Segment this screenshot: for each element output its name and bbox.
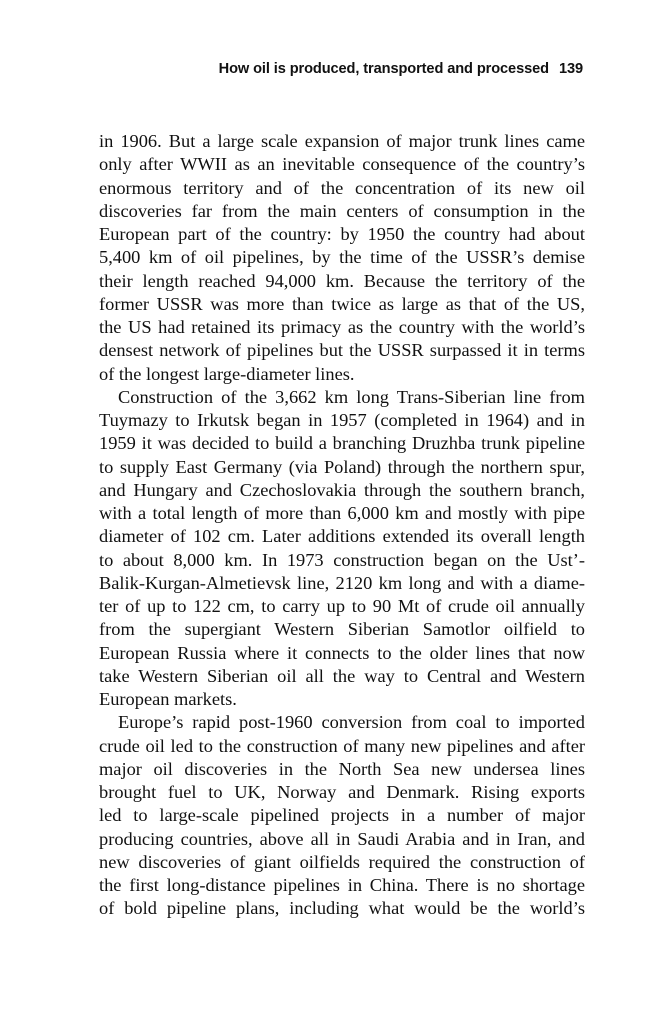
text-line: in 1906. But a large scale expansion of major trunk lines came: [99, 131, 585, 151]
text-line: Balik-Kurgan-Almetievsk line, 2120 km long and with a diame-: [99, 572, 585, 593]
text-line: 5,400 km of oil pipelines, by the time of the USSR’s demise: [99, 247, 585, 268]
text-line: European markets.: [99, 689, 237, 709]
text-line: Europe’s rapid post-1960 conversion from coal to imported: [118, 712, 585, 733]
text-line: of the longest large-diameter lines.: [99, 363, 355, 384]
text-line: and Hungary and Czechoslovakia through the southern branch,: [99, 479, 585, 500]
text-line: the US had retained its primacy as the country with the world’s: [99, 317, 585, 337]
running-title: How oil is produced, transported and processed: [218, 61, 549, 77]
page-number: 139: [558, 61, 583, 77]
text-line: Tuymazy to Irkutsk began in 1957 (completed in 1964) and in: [99, 410, 585, 430]
text-line: major oil discoveries in the North Sea new undersea lines: [99, 758, 585, 779]
text-line: led to large-scale pipelined projects in a number of major: [99, 805, 585, 826]
text-line: new discoveries of giant oilfields required the construction of: [99, 851, 585, 872]
text-line: ter of up to 122 cm, to carry up to 90 Mt of crude oil annually: [99, 596, 585, 616]
text-line: the first long-distance pipelines in China. There is no shortage: [99, 875, 585, 895]
text-line: densest network of pipelines but the USSR surpassed it in terms: [99, 340, 585, 361]
paragraph: [99, 386, 585, 712]
text-line: of bold pipeline plans, including what would be the world’s: [99, 898, 585, 919]
text-line: to supply East Germany (via Poland) through the northern spur,: [99, 456, 585, 477]
text-line: discoveries far from the main centers of consumption in the: [99, 200, 585, 221]
text-line: with a total length of more than 6,000 km and mostly with pipe: [99, 503, 585, 523]
text-line: their length reached 94,000 km. Because the territory of the: [99, 270, 585, 291]
body-text: [99, 130, 585, 921]
text-line: diameter of 102 cm. Later additions extended its overall length: [99, 526, 585, 547]
paragraph: [99, 711, 585, 920]
text-line: former USSR was more than twice as large as that of the US,: [99, 293, 585, 314]
text-line: European part of the country: by 1950 the country had about: [99, 224, 585, 244]
text-line: European Russia where it connects to the older lines that now: [99, 642, 585, 663]
text-line: to about 8,000 km. In 1973 construction began on the Ust’-: [99, 549, 585, 570]
text-line: from the supergiant Western Siberian Samotlor oilfield to: [99, 619, 585, 640]
text-line: take Western Siberian oil all the way to Central and Western: [99, 665, 585, 686]
text-line: enormous territory and of the concentration of its new oil: [99, 177, 585, 198]
text-line: brought fuel to UK, Norway and Denmark. Rising exports: [99, 782, 585, 802]
running-header: [99, 61, 583, 77]
text-line: crude oil led to the construction of many new pipelines and after: [99, 735, 585, 756]
text-line: 1959 it was decided to build a branching Druzhba trunk pipeline: [99, 433, 585, 454]
paragraph: [99, 130, 585, 386]
text-line: Construction of the 3,662 km long Trans-Siberian line from: [118, 386, 585, 407]
text-line: only after WWII as an inevitable consequence of the country’s: [99, 154, 585, 175]
text-line: producing countries, above all in Saudi Arabia and in Iran, and: [99, 828, 585, 849]
